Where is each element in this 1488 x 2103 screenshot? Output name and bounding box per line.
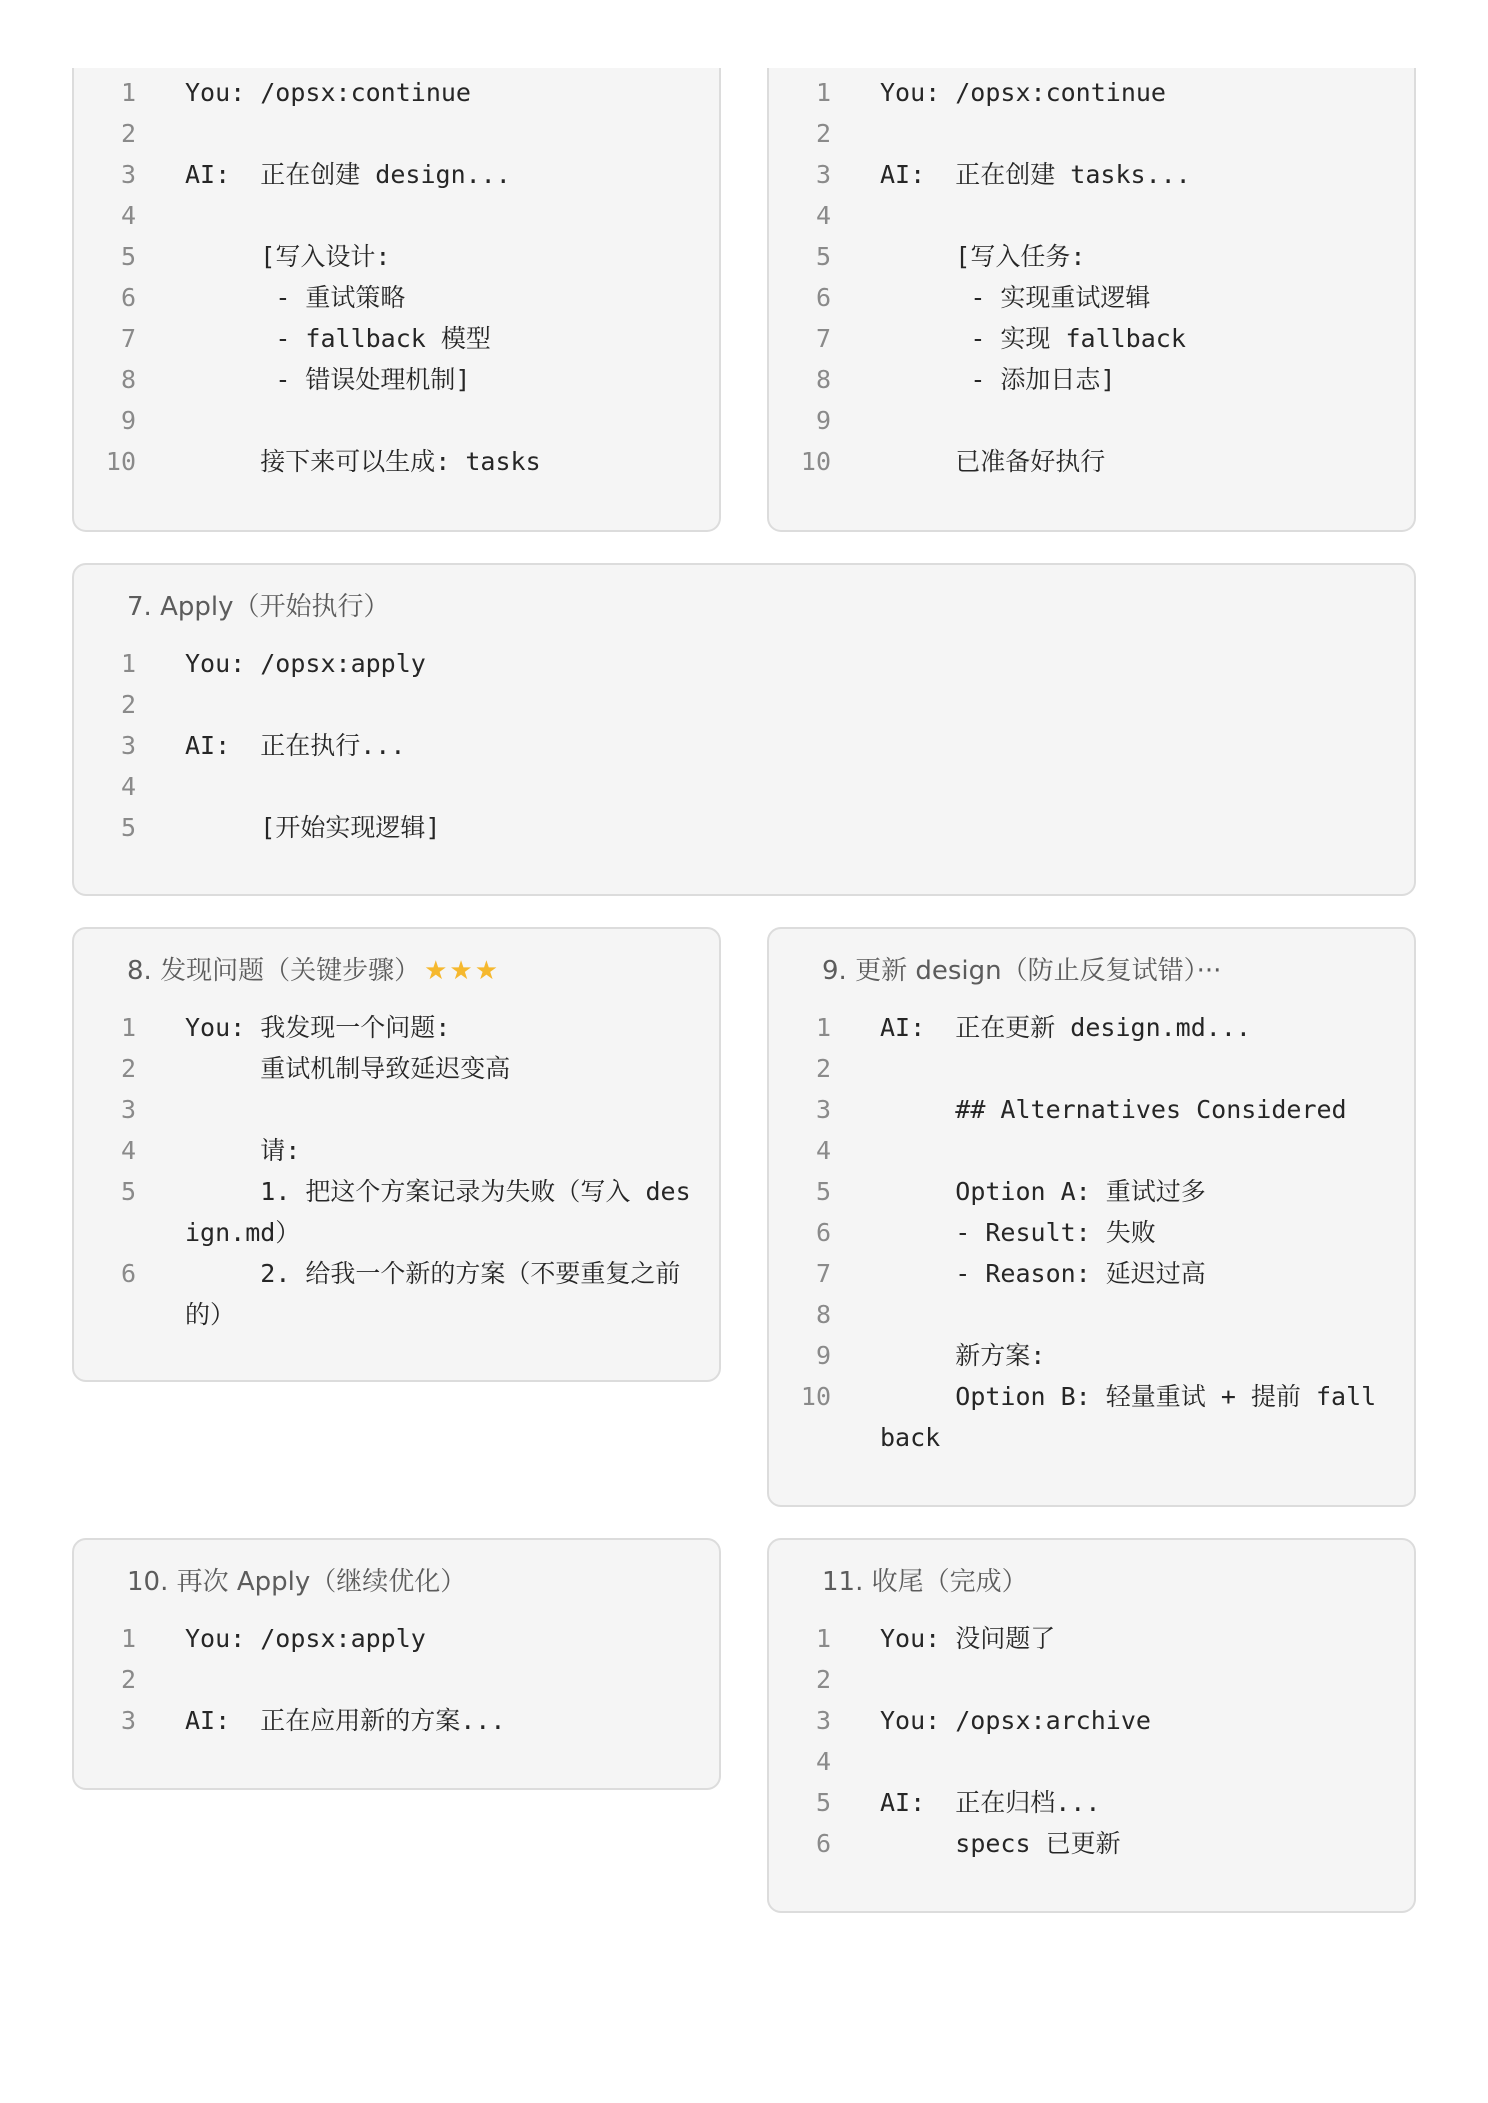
line-number: 4 bbox=[815, 201, 831, 230]
code-line bbox=[74, 236, 719, 277]
card-title: 11. 收尾（完成） bbox=[822, 1567, 1028, 1597]
line-number: 5 bbox=[120, 813, 136, 842]
line-text: AI: 正在创建 tasks... bbox=[880, 160, 1191, 189]
line-text: AI: 正在创建 design... bbox=[185, 160, 511, 189]
line-text: [写入设计: bbox=[185, 242, 391, 271]
line-text: - 实现 fallback bbox=[880, 324, 1186, 353]
code-line bbox=[74, 1659, 719, 1700]
line-number: 6 bbox=[815, 1829, 831, 1858]
line-number: 4 bbox=[120, 201, 136, 230]
line-number: 1 bbox=[120, 1624, 136, 1653]
code-card-apply bbox=[72, 563, 1416, 896]
line-text bbox=[185, 1089, 695, 1130]
code-card-create-tasks bbox=[767, 68, 1416, 532]
line-number: 2 bbox=[120, 119, 136, 148]
code-card-update-design bbox=[767, 927, 1416, 1507]
line-text: 2. 给我一个新的方案（不要重复之前的） bbox=[185, 1259, 681, 1329]
line-number: 6 bbox=[120, 283, 136, 312]
line-number: 2 bbox=[120, 690, 136, 719]
line-number: 7 bbox=[815, 324, 831, 353]
code-block bbox=[74, 72, 719, 482]
line-number: 2 bbox=[815, 1665, 831, 1694]
code-line bbox=[769, 1048, 1414, 1089]
line-text: You: /opsx:archive bbox=[880, 1706, 1151, 1735]
card-title: 9. 更新 design（防止反复试错）··· bbox=[822, 956, 1222, 986]
line-text: - 添加日志] bbox=[880, 365, 1116, 394]
line-number: 3 bbox=[815, 1706, 831, 1735]
line-text: You: 没问题了 bbox=[880, 1624, 1056, 1653]
code-block bbox=[769, 72, 1414, 482]
code-line bbox=[769, 1007, 1414, 1048]
code-line bbox=[769, 277, 1414, 318]
line-text bbox=[880, 1048, 1390, 1089]
code-line bbox=[74, 684, 1414, 725]
line-text bbox=[880, 1659, 1390, 1700]
line-text: Option A: 重试过多 bbox=[880, 1177, 1206, 1206]
code-line bbox=[769, 400, 1414, 441]
line-text: You: /opsx:apply bbox=[185, 649, 426, 678]
code-line bbox=[769, 72, 1414, 113]
code-line bbox=[769, 1171, 1414, 1212]
line-number: 6 bbox=[120, 1259, 136, 1288]
line-number: 4 bbox=[815, 1747, 831, 1776]
code-line bbox=[74, 113, 719, 154]
code-line bbox=[74, 195, 719, 236]
line-number: 2 bbox=[120, 1054, 136, 1083]
code-line bbox=[769, 195, 1414, 236]
code-block bbox=[769, 1618, 1414, 1864]
line-text: 1. 把这个方案记录为失败（写入 design.md） bbox=[185, 1177, 691, 1247]
line-number: 2 bbox=[815, 119, 831, 148]
star-icon: ★★★ bbox=[424, 956, 501, 986]
line-text bbox=[185, 400, 695, 441]
code-line bbox=[74, 1089, 719, 1130]
line-text: [写入任务: bbox=[880, 242, 1086, 271]
line-text bbox=[880, 113, 1390, 154]
line-number: 6 bbox=[815, 283, 831, 312]
line-number: 4 bbox=[120, 772, 136, 801]
line-text: 重试机制导致延迟变高 bbox=[185, 1054, 511, 1083]
code-line bbox=[769, 113, 1414, 154]
line-number: 3 bbox=[120, 1706, 136, 1735]
card-title: 7. Apply（开始执行） bbox=[127, 592, 390, 622]
code-block bbox=[74, 1007, 719, 1335]
code-line bbox=[74, 277, 719, 318]
line-number: 3 bbox=[120, 731, 136, 760]
line-text bbox=[185, 766, 1390, 807]
line-number: 2 bbox=[815, 1054, 831, 1083]
line-number: 4 bbox=[120, 1136, 136, 1165]
code-card-find-issue bbox=[72, 927, 721, 1382]
code-line bbox=[769, 1253, 1414, 1294]
code-line bbox=[74, 1700, 719, 1741]
code-line bbox=[769, 1376, 1414, 1458]
code-line bbox=[74, 1048, 719, 1089]
code-line bbox=[74, 725, 1414, 766]
card-title: 10. 再次 Apply（继续优化） bbox=[127, 1567, 467, 1597]
line-text: You: /opsx:continue bbox=[185, 78, 471, 107]
line-text: AI: 正在应用新的方案... bbox=[185, 1706, 506, 1735]
line-text bbox=[185, 195, 695, 236]
code-line bbox=[769, 1741, 1414, 1782]
line-number: 1 bbox=[815, 78, 831, 107]
line-number: 4 bbox=[815, 1136, 831, 1165]
code-line bbox=[769, 1294, 1414, 1335]
line-text: - Reason: 延迟过高 bbox=[880, 1259, 1206, 1288]
line-number: 6 bbox=[815, 1218, 831, 1247]
code-line bbox=[74, 441, 719, 482]
code-line bbox=[74, 400, 719, 441]
line-text: - Result: 失败 bbox=[880, 1218, 1156, 1247]
line-text bbox=[880, 400, 1390, 441]
code-line bbox=[74, 807, 1414, 848]
line-text: 新方案: bbox=[880, 1341, 1046, 1370]
code-line bbox=[769, 441, 1414, 482]
code-line bbox=[769, 318, 1414, 359]
line-text: AI: 正在更新 design.md... bbox=[880, 1013, 1251, 1042]
line-text: - 错误处理机制] bbox=[185, 365, 471, 394]
code-line bbox=[769, 1618, 1414, 1659]
code-line bbox=[74, 1130, 719, 1171]
line-number: 5 bbox=[815, 242, 831, 271]
line-number: 3 bbox=[815, 1095, 831, 1124]
code-line bbox=[74, 766, 1414, 807]
code-line bbox=[769, 1782, 1414, 1823]
line-number: 9 bbox=[815, 406, 831, 435]
code-line bbox=[74, 318, 719, 359]
line-text: - 实现重试逻辑 bbox=[880, 283, 1151, 312]
line-number: 10 bbox=[105, 447, 136, 476]
line-text: 请: bbox=[185, 1136, 301, 1165]
code-line bbox=[769, 154, 1414, 195]
code-line bbox=[769, 1659, 1414, 1700]
line-number: 1 bbox=[120, 78, 136, 107]
line-number: 8 bbox=[120, 365, 136, 394]
line-number: 1 bbox=[120, 1013, 136, 1042]
line-text: ## Alternatives Considered bbox=[880, 1095, 1347, 1124]
line-text: - 重试策略 bbox=[185, 283, 406, 312]
line-number: 5 bbox=[120, 1177, 136, 1206]
line-number: 10 bbox=[800, 447, 831, 476]
code-line bbox=[74, 1618, 719, 1659]
line-text: specs 已更新 bbox=[880, 1829, 1121, 1858]
line-number: 2 bbox=[120, 1665, 136, 1694]
code-card-create-design bbox=[72, 68, 721, 532]
code-line bbox=[74, 72, 719, 113]
code-line bbox=[769, 1700, 1414, 1741]
line-text: [开始实现逻辑] bbox=[185, 813, 441, 842]
line-number: 9 bbox=[120, 406, 136, 435]
code-line bbox=[74, 1171, 719, 1253]
line-number: 7 bbox=[815, 1259, 831, 1288]
line-number: 3 bbox=[120, 160, 136, 189]
code-card-wrap-up bbox=[767, 1538, 1416, 1913]
line-text: 接下来可以生成: tasks bbox=[185, 447, 541, 476]
line-number: 7 bbox=[120, 324, 136, 353]
line-text: Option B: 轻量重试 + 提前 fallback bbox=[880, 1382, 1377, 1452]
line-text: AI: 正在执行... bbox=[185, 731, 406, 760]
line-text: You: 我发现一个问题: bbox=[185, 1013, 451, 1042]
line-number: 8 bbox=[815, 1300, 831, 1329]
line-text: - fallback 模型 bbox=[185, 324, 491, 353]
line-number: 8 bbox=[815, 365, 831, 394]
code-line bbox=[74, 359, 719, 400]
line-number: 5 bbox=[120, 242, 136, 271]
line-text bbox=[880, 195, 1390, 236]
line-number: 1 bbox=[815, 1624, 831, 1653]
line-number: 5 bbox=[815, 1788, 831, 1817]
code-line bbox=[74, 643, 1414, 684]
line-number: 3 bbox=[120, 1095, 136, 1124]
code-line bbox=[769, 1130, 1414, 1171]
line-text bbox=[880, 1741, 1390, 1782]
code-line bbox=[769, 359, 1414, 400]
line-text bbox=[880, 1294, 1390, 1335]
code-line bbox=[74, 154, 719, 195]
line-number: 1 bbox=[120, 649, 136, 678]
line-text: You: /opsx:apply bbox=[185, 1624, 426, 1653]
code-line bbox=[74, 1253, 719, 1335]
code-block bbox=[74, 1618, 719, 1741]
code-block bbox=[769, 1007, 1414, 1458]
line-number: 9 bbox=[815, 1341, 831, 1370]
line-text: 已准备好执行 bbox=[880, 447, 1106, 476]
code-line bbox=[769, 236, 1414, 277]
line-number: 10 bbox=[800, 1382, 831, 1411]
card-title: 8. 发现问题（关键步骤） ★★★ bbox=[127, 956, 501, 986]
code-card-reapply bbox=[72, 1538, 721, 1790]
line-text bbox=[185, 1659, 695, 1700]
line-number: 1 bbox=[815, 1013, 831, 1042]
line-text bbox=[880, 1130, 1390, 1171]
code-line bbox=[769, 1335, 1414, 1376]
code-line bbox=[769, 1212, 1414, 1253]
code-line bbox=[74, 1007, 719, 1048]
line-number: 3 bbox=[815, 160, 831, 189]
line-text: AI: 正在归档... bbox=[880, 1788, 1101, 1817]
code-line bbox=[769, 1823, 1414, 1864]
code-block bbox=[74, 643, 1414, 848]
line-text bbox=[185, 684, 1390, 725]
line-number: 5 bbox=[815, 1177, 831, 1206]
code-line bbox=[769, 1089, 1414, 1130]
line-text bbox=[185, 113, 695, 154]
line-text: You: /opsx:continue bbox=[880, 78, 1166, 107]
